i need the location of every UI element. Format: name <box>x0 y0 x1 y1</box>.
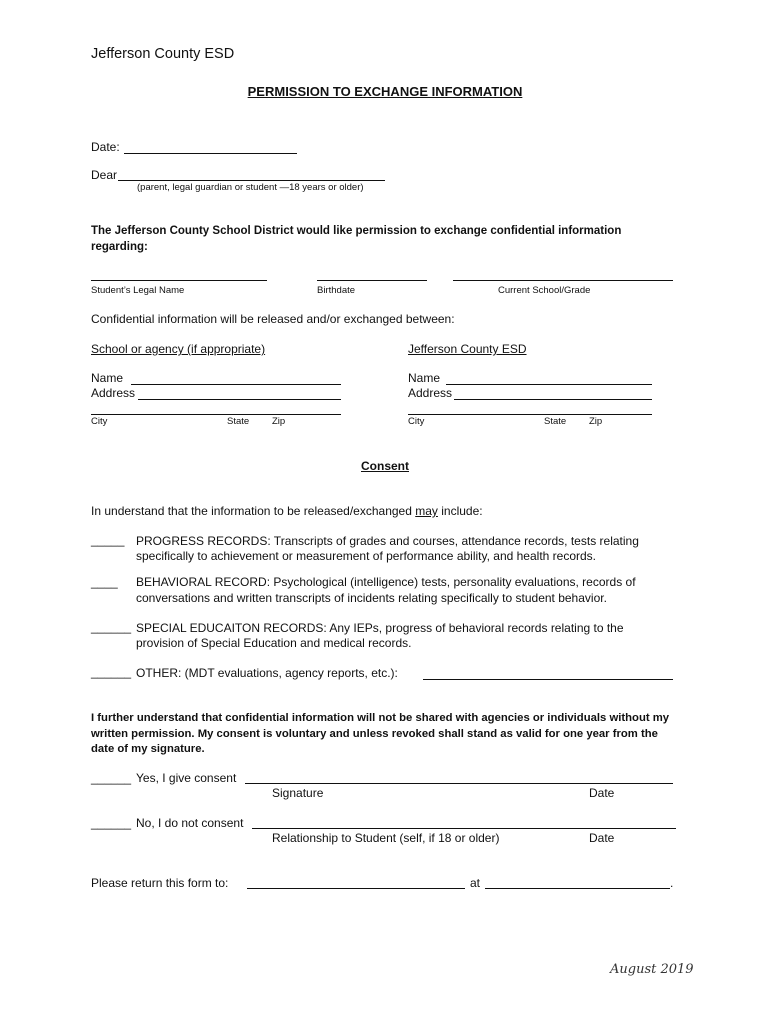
special-education-checkbox[interactable]: ______ <box>91 620 132 634</box>
esd-name-label: Name <box>408 371 441 385</box>
agency-heading: School or agency (if appropriate) <box>91 342 266 356</box>
intro-text: The Jefferson County School District would like permission to exchange confidential information regarding: <box>91 225 622 253</box>
other-records-label: OTHER: (MDT evaluations, agency reports, etc.): <box>136 666 398 680</box>
agency-name-field[interactable] <box>131 384 341 385</box>
consent-intro-may: may <box>415 504 438 518</box>
signature-date-label: Date <box>589 786 615 800</box>
page-title: PERMISSION TO EXCHANGE INFORMATION <box>247 84 523 99</box>
no-consent-label: No, I do not consent <box>136 816 244 830</box>
esd-state-label: State <box>544 416 567 427</box>
dear-label: Dear <box>91 168 118 182</box>
school-grade-label: Current School/Grade <box>498 285 591 296</box>
no-consent-checkbox[interactable]: ______ <box>91 816 132 830</box>
return-to-field[interactable] <box>247 888 465 889</box>
student-name-field[interactable] <box>91 280 267 281</box>
yes-consent-label: Yes, I give consent <box>136 771 237 785</box>
behavioral-record-line1: BEHAVIORAL RECORD: Psychological (intelligence) tests, personality evaluations, records of <box>136 575 636 589</box>
esd-address-label: Address <box>408 386 453 400</box>
consent-intro-before: In understand that the information to be released/exchanged <box>91 504 416 518</box>
understand-text: I further understand that confidential information will not be shared with agencies or individuals without my written permission. My consent is voluntary and unless revoked shall stand as valid for one year from the date of my signature. <box>91 712 670 755</box>
agency-city-label: City <box>91 416 108 427</box>
school-grade-field[interactable] <box>453 280 673 281</box>
progress-records-line1: PROGRESS RECORDS: Transcripts of grades and courses, attendance records, tests relating <box>136 534 639 548</box>
consent-intro <box>91 504 483 518</box>
special-education-line1: SPECIAL EDUCAITON RECORDS: Any IEPs, progress of behavioral records relating to the <box>136 621 624 635</box>
progress-records-checkbox[interactable]: _____ <box>91 533 125 547</box>
agency-zip-label: Zip <box>272 416 286 427</box>
consent-intro-after: include: <box>437 504 483 518</box>
revision-date: August 2019 <box>610 962 694 977</box>
agency-name-label: Name <box>91 371 124 385</box>
behavioral-record-line2: conversations and written transcripts of incidents relating specifically to student behavior. <box>136 591 607 605</box>
student-name-label: Student’s Legal Name <box>91 285 185 296</box>
other-records-field[interactable] <box>423 679 673 680</box>
dear-note: (parent, legal guardian or student —18 years or older) <box>137 182 364 193</box>
agency-address-label: Address <box>91 386 136 400</box>
yes-consent-checkbox[interactable]: ______ <box>91 771 132 785</box>
organization-name: Jefferson County ESD <box>91 46 235 62</box>
esd-address-field[interactable] <box>454 399 652 400</box>
birthdate-label: Birthdate <box>317 285 356 296</box>
return-label: Please return this form to: <box>91 876 229 890</box>
return-at-label: at <box>470 876 481 890</box>
agency-address-field[interactable] <box>138 399 341 400</box>
signature-label: Signature <box>272 786 324 800</box>
no-consent-field[interactable] <box>252 828 676 829</box>
birthdate-field[interactable] <box>317 280 427 281</box>
esd-city-label: City <box>408 416 425 427</box>
progress-records-line2: specifically to achievement or measurement of performance ability, and health records. <box>136 549 597 563</box>
consent-heading: Consent <box>361 459 409 473</box>
return-at-field[interactable] <box>485 888 670 889</box>
behavioral-record-checkbox[interactable]: ____ <box>91 575 118 589</box>
esd-zip-label: Zip <box>589 416 603 427</box>
return-period: . <box>670 876 674 890</box>
date-label: Date: <box>91 140 120 154</box>
esd-heading: Jefferson County ESD <box>408 342 527 356</box>
yes-signature-field[interactable] <box>245 783 673 784</box>
relationship-label: Relationship to Student (self, if 18 or older) <box>272 831 500 845</box>
dear-field[interactable] <box>118 180 385 181</box>
relationship-date-label: Date <box>589 831 615 845</box>
special-education-line2: provision of Special Education and medical records. <box>136 636 412 650</box>
date-field[interactable] <box>124 153 297 154</box>
release-text: Confidential information will be released and/or exchanged between: <box>91 312 455 326</box>
esd-name-field[interactable] <box>446 384 652 385</box>
agency-city-field[interactable] <box>91 414 341 415</box>
agency-state-label: State <box>227 416 250 427</box>
esd-city-field[interactable] <box>408 414 652 415</box>
other-records-checkbox[interactable]: ______ <box>91 665 132 679</box>
